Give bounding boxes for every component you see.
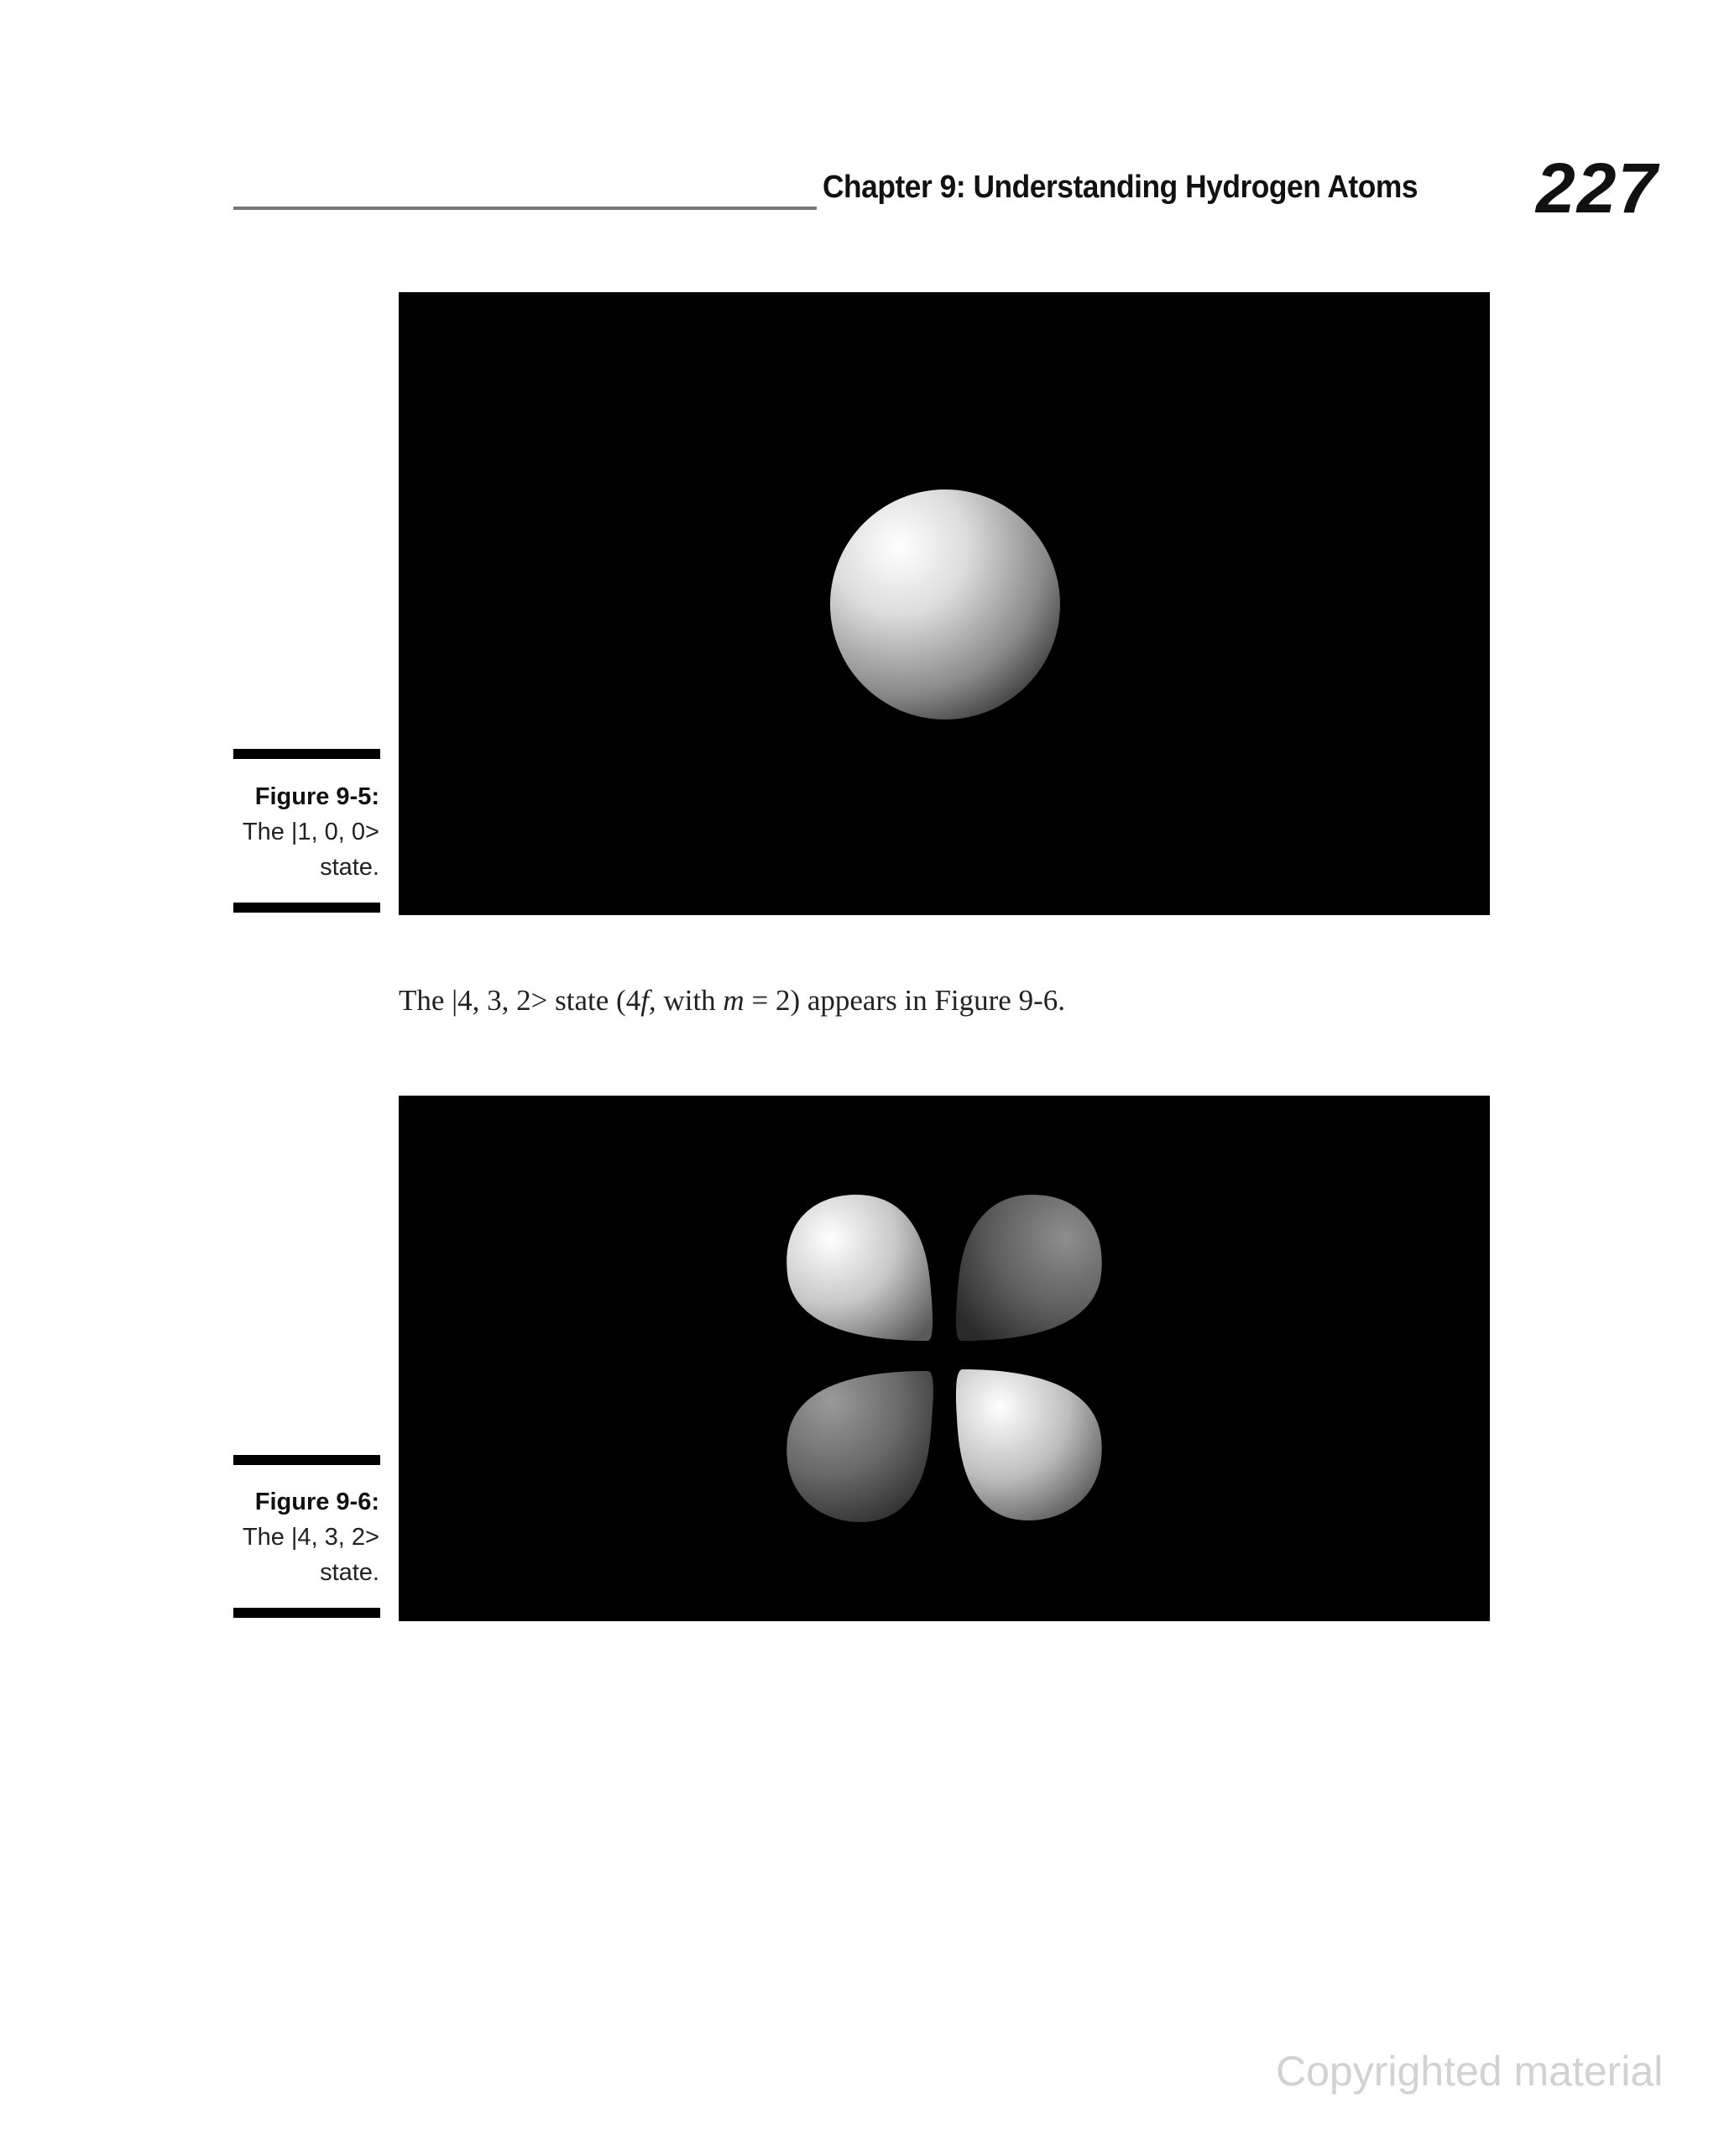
figure-9-6-image — [399, 1096, 1490, 1621]
orbital-sphere — [830, 489, 1060, 720]
header-rule — [233, 207, 817, 210]
figure-9-6-caption — [212, 1484, 379, 1590]
caption-bar-bottom — [233, 1608, 380, 1618]
copyright-watermark: Copyrighted material — [1276, 2048, 1664, 2095]
figure-label: Figure 9-5: — [254, 783, 379, 810]
body-text-end: = 2) appears in Figure 9-6. — [744, 984, 1065, 1017]
sphere-illustration — [399, 292, 1490, 915]
caption-line: The |1, 0, 0> — [242, 819, 379, 845]
body-text-with: with — [656, 984, 724, 1017]
figure-label: Figure 9-6: — [254, 1489, 379, 1515]
running-head: Chapter 9: Understanding Hydrogen Atoms — [823, 170, 1419, 205]
caption-bar-top — [233, 1455, 380, 1465]
figure-9-5-caption — [212, 779, 379, 885]
caption-line: The |4, 3, 2> — [242, 1524, 379, 1551]
figure-9-5-image — [399, 292, 1490, 915]
caption-bar-top — [233, 749, 380, 759]
body-text-f: f, — [640, 984, 656, 1017]
body-text-start: The |4, 3, 2> state (4 — [399, 984, 641, 1017]
four-lobe-illustration — [399, 1096, 1490, 1621]
body-paragraph — [399, 984, 1065, 1018]
caption-line: state. — [320, 1559, 379, 1586]
caption-bar-bottom — [233, 903, 380, 913]
body-text-m: m — [723, 984, 745, 1017]
caption-line: state. — [320, 854, 379, 881]
page-number: 227 — [1536, 149, 1659, 228]
